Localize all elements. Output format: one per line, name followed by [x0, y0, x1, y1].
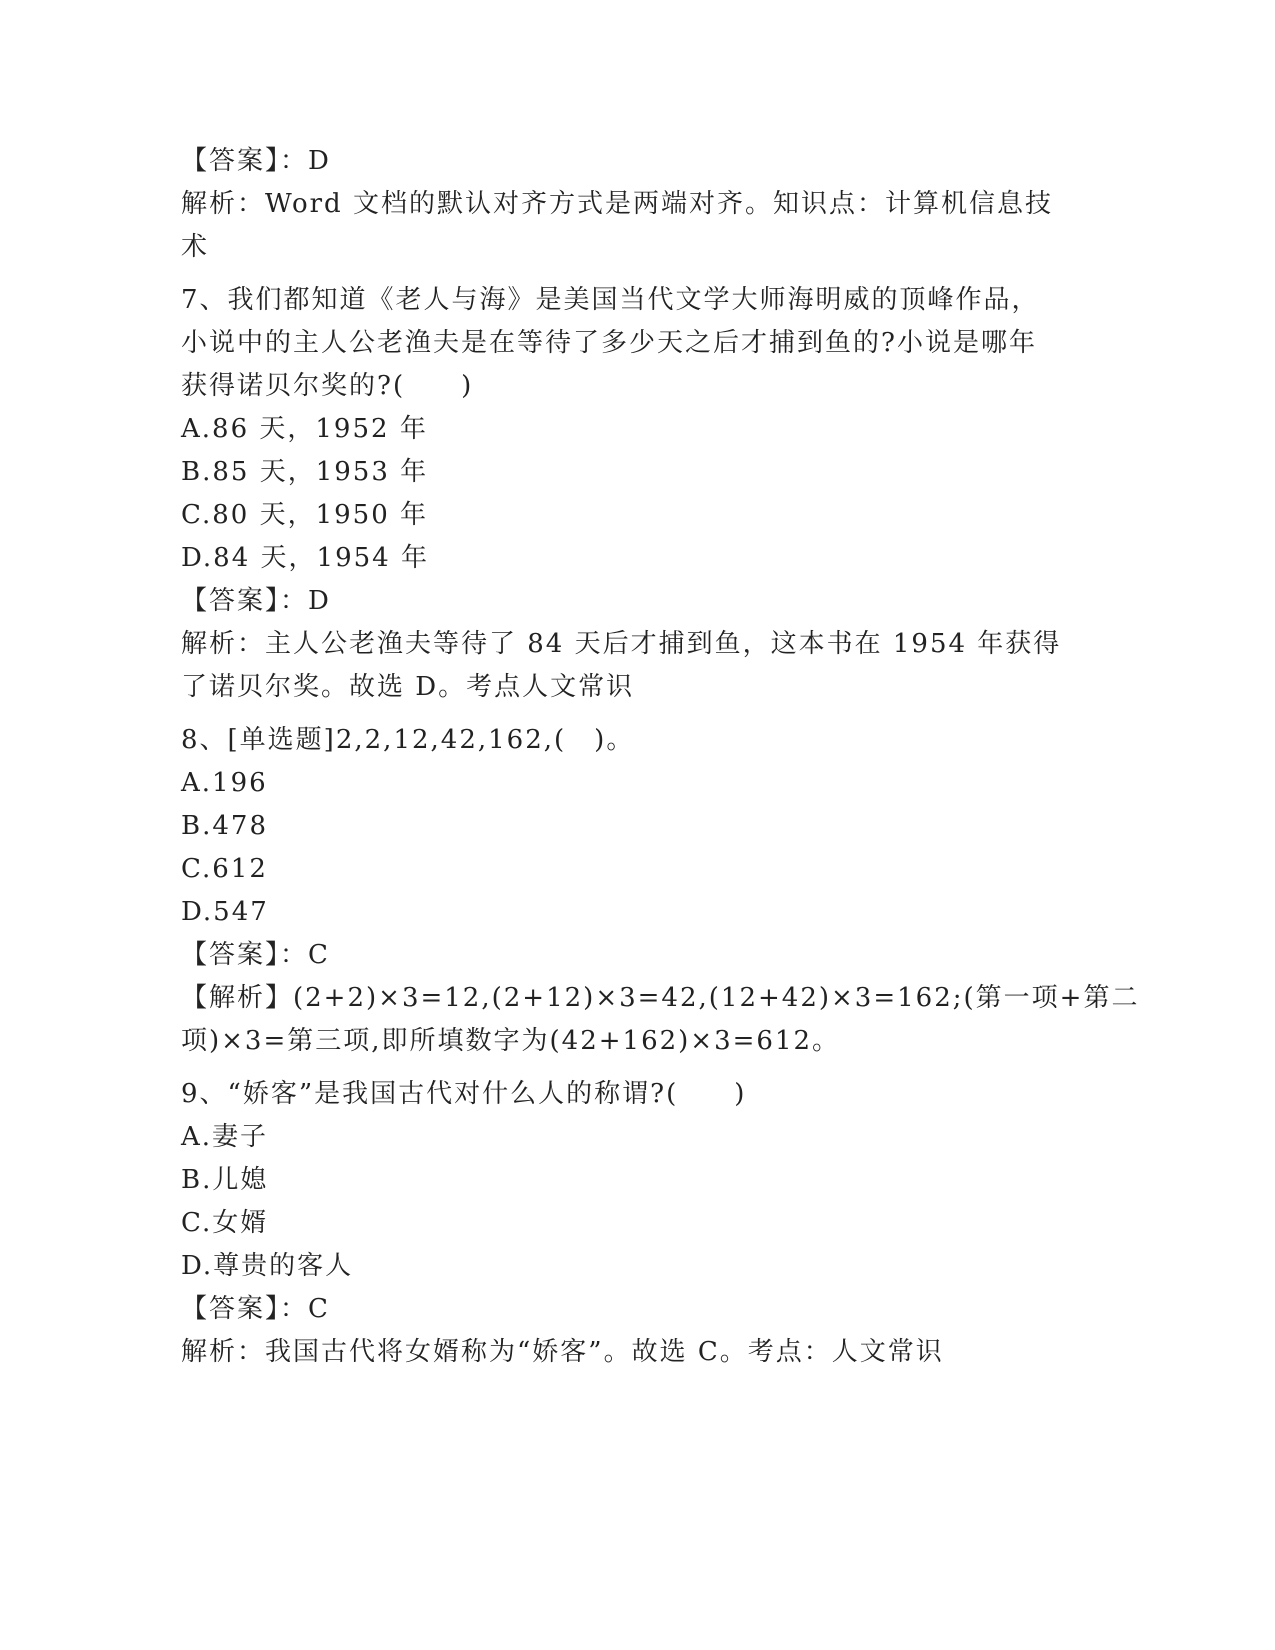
- analysis-line: 术: [181, 232, 210, 262]
- question-6-tail: [181, 140, 1061, 269]
- option-d: D.547: [181, 897, 269, 927]
- analysis-line: 【解析】(2+2)×3=12,(2+12)×3=42,(12+42)×3=162;(第一项+第二: [181, 983, 1140, 1013]
- spacer: [181, 709, 1061, 719]
- answer-line: 【答案】：C: [181, 940, 330, 970]
- option-c: C.612: [181, 854, 268, 884]
- question-7: [181, 279, 1061, 709]
- option-a: A.86 天，1952 年: [181, 414, 428, 444]
- option-b: B.478: [181, 811, 268, 841]
- option-c: C.女婿: [181, 1208, 269, 1238]
- question-stem: 9、“娇客”是我国古代对什么人的称谓?( ): [181, 1079, 747, 1109]
- analysis-line: 项)×3=第三项,即所填数字为(42+162)×3=612。: [181, 1026, 841, 1056]
- question-stem: 获得诺贝尔奖的?( ): [181, 371, 474, 401]
- question-stem: 小说中的主人公老渔夫是在等待了多少天之后才捕到鱼的?小说是哪年: [181, 328, 1037, 358]
- analysis-line: 解析：Word 文档的默认对齐方式是两端对齐。知识点：计算机信息技: [181, 189, 1053, 219]
- answer-line: 【答案】：D: [181, 146, 331, 176]
- option-c: C.80 天，1950 年: [181, 500, 429, 530]
- question-9: [181, 1073, 1061, 1374]
- answer-line: 【答案】：D: [181, 586, 331, 616]
- analysis-line: 解析：我国古代将女婿称为“娇客”。故选 C。考点：人文常识: [181, 1337, 944, 1367]
- question-stem: 8、[单选题]2,2,12,42,162,( )。: [181, 725, 635, 755]
- option-b: B.儿媳: [181, 1165, 269, 1195]
- option-d: D.尊贵的客人: [181, 1251, 354, 1281]
- analysis-line: 解析：主人公老渔夫等待了 84 天后才捕到鱼，这本书在 1954 年获得: [181, 629, 1062, 659]
- option-b: B.85 天，1953 年: [181, 457, 429, 487]
- question-stem: 7、我们都知道《老人与海》是美国当代文学大师海明威的顶峰作品，: [181, 285, 1040, 315]
- spacer: [181, 1063, 1061, 1073]
- document-page: [181, 140, 1140, 1374]
- answer-line: 【答案】：C: [181, 1294, 330, 1324]
- option-a: A.妻子: [181, 1122, 269, 1152]
- analysis-line: 了诺贝尔奖。故选 D。考点人文常识: [181, 672, 635, 702]
- option-a: A.196: [181, 768, 268, 798]
- spacer: [181, 269, 1061, 279]
- option-d: D.84 天，1954 年: [181, 543, 429, 573]
- question-8: [181, 719, 1140, 1063]
